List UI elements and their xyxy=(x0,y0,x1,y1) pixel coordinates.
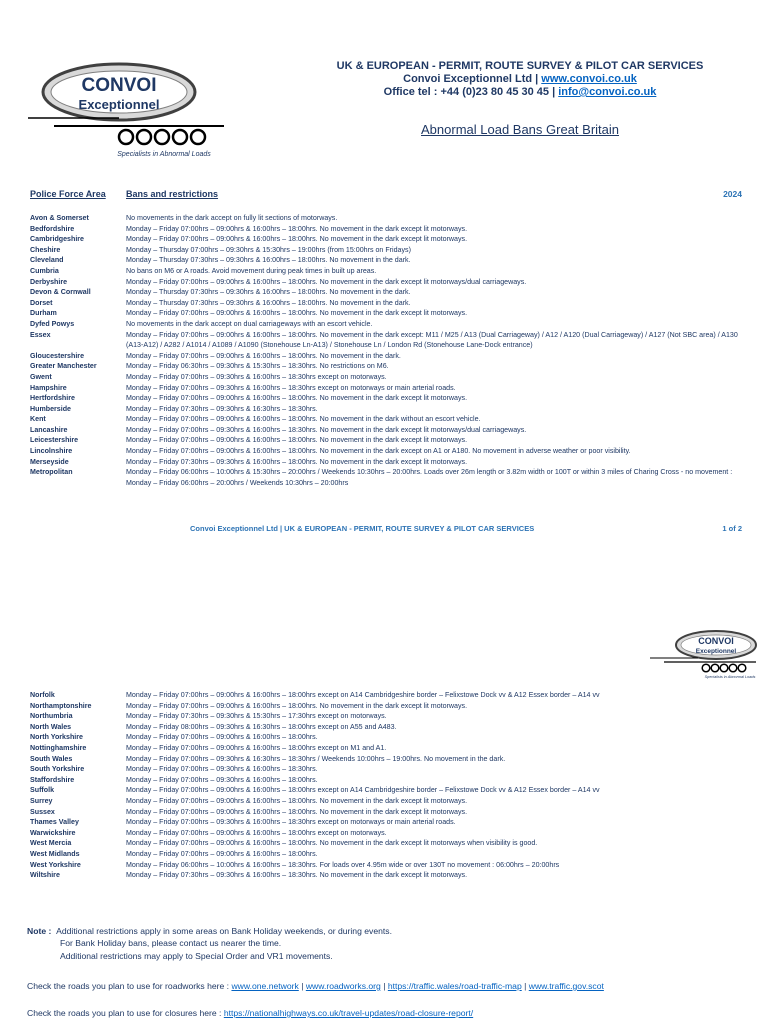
ban-restriction-text: Monday – Friday 07:00hrs – 09:00hrs & 16:00hrs – 18:00hrs. No movement in the dark except lit motorways. xyxy=(126,224,468,233)
table-row xyxy=(30,308,750,319)
police-force-area: Dyfed Powys xyxy=(30,319,75,328)
table-row xyxy=(30,361,750,372)
header-phone: Office tel : +44 (0)23 80 45 30 45 | xyxy=(383,86,559,98)
notes-block xyxy=(27,925,392,962)
police-force-area: Hampshire xyxy=(30,383,67,392)
police-force-area: Cheshire xyxy=(30,245,61,254)
ban-restriction-text: Monday – Thursday 07:30hrs – 09:30hrs & 16:00hrs – 18:00hrs. No movement in the dark. xyxy=(126,256,411,265)
ban-restriction-text: Monday – Thursday 07:30hrs – 09:30hrs & 16:00hrs – 18:00hrs. No movement in the dark. xyxy=(126,298,411,307)
closures-prefix: Check the roads you plan to use for closures here : xyxy=(27,1008,224,1018)
company-logo xyxy=(24,60,234,160)
logo-small-tagline: Specialists in Abnormal Loads xyxy=(704,675,756,679)
police-force-area: Metropolitan xyxy=(30,468,73,477)
police-force-area: North Wales xyxy=(30,722,72,731)
table-row xyxy=(30,446,750,457)
police-force-area: Staffordshire xyxy=(30,775,75,784)
roadworks-sep-1: | xyxy=(298,981,306,991)
police-force-area: Sussex xyxy=(30,807,55,816)
ban-restriction-text: No movements in the dark accept on fully lit sections of motorways. xyxy=(126,214,338,222)
police-force-area: Leicestershire xyxy=(30,436,79,445)
police-force-area: Cleveland xyxy=(30,256,64,265)
table-row xyxy=(30,213,750,224)
ban-restriction-text: Monday – Friday 07:00hrs – 09:00hrs & 16:00hrs – 18:00hrs. No movement in the dark. xyxy=(126,351,401,360)
ban-restriction-text: Monday – Friday 07:00hrs – 09:00hrs & 16:00hrs – 18:00hrs except on A14 Cambridgeshire border – Felixstowe Dock vv & A12 Essex border – A14 vv xyxy=(126,691,600,699)
table-row xyxy=(30,764,750,775)
police-force-area: Lancashire xyxy=(30,425,68,434)
police-force-area: Greater Manchester xyxy=(30,362,97,371)
ban-restriction-text: Monday – Friday 07:00hrs – 09:00hrs & 16:00hrs – 18:00hrs. No movement in the dark except lit motorways. xyxy=(126,701,468,710)
table-row xyxy=(30,838,750,849)
table-row xyxy=(30,404,750,415)
roadworks-sep-2: | xyxy=(380,981,388,991)
table-row xyxy=(30,224,750,235)
table-row xyxy=(30,796,750,807)
ban-restriction-text: Monday – Friday 07:00hrs – 09:30hrs & 16:30hrs – 18:30hrs / Weekends 10:00hrs – 19:00hrs. No movement in the dark. xyxy=(126,754,506,763)
ban-restriction-text: Monday – Friday 07:00hrs – 09:30hrs & 16:00hrs – 18:30hrs. xyxy=(126,765,318,774)
ban-restriction-text: Monday – Friday 07:00hrs – 09:00hrs & 16:00hrs – 18:00hrs. xyxy=(126,849,318,858)
ban-restriction-text: Monday – Thursday 07:00hrs – 09:30hrs & 15:30hrs – 19:00hrs (from 15:00hrs on Fridays) xyxy=(126,245,411,254)
note-label: Note : xyxy=(27,926,52,936)
ban-restriction-text: Monday – Friday 07:00hrs – 09:00hrs & 16:00hrs – 18:00hrs. No movement in the dark except lit motorways. xyxy=(126,807,468,816)
police-force-area: West Yorkshire xyxy=(30,860,81,869)
page-number: 1 of 2 xyxy=(722,524,742,533)
table-row xyxy=(30,330,750,351)
police-force-area: North Yorkshire xyxy=(30,733,83,742)
table-row xyxy=(30,435,750,446)
ban-restriction-text: Monday – Friday 06:00hrs – 10:00hrs & 15:30hrs – 20:00hrs / Weekends 10:30hrs – 20:00hrs. Loads over 26m length or 3.82m width or 100T or within 3 miles of Charing Cross - no movement : Monday – Friday 06:00hrs – 20:00hrs / Weekends 10:30hrs – 20:00hrs xyxy=(126,468,733,487)
table-row xyxy=(30,245,750,256)
table-row xyxy=(30,393,750,404)
roadworks-prefix: Check the roads you plan to use for roadworks here : xyxy=(27,981,232,991)
table-row xyxy=(30,372,750,383)
ban-restriction-text: Monday – Friday 07:00hrs – 09:30hrs & 16:00hrs – 18:30hrs except on motorways or main arterial roads. xyxy=(126,818,456,827)
police-force-area: Kent xyxy=(30,415,46,424)
closures-line xyxy=(27,1008,473,1018)
police-force-area: Norfolk xyxy=(30,691,55,699)
logo-line1: CONVOI xyxy=(81,75,157,96)
bans-table-page2 xyxy=(30,690,750,881)
police-force-area: South Yorkshire xyxy=(30,765,85,774)
ban-restriction-text: Monday – Friday 07:00hrs – 09:00hrs & 16:00hrs – 18:00hrs. No movement in the dark except lit motorways when visibility is good. xyxy=(126,839,538,848)
police-force-area: West Midlands xyxy=(30,849,80,858)
header-contact-line xyxy=(300,86,740,99)
ban-restriction-text: Monday – Friday 07:00hrs – 09:00hrs & 16:00hrs – 18:00hrs. No movement in the dark except lit motorways. xyxy=(126,309,468,318)
ban-restriction-text: Monday – Friday 07:30hrs – 09:30hrs & 16:00hrs – 18:00hrs. No movement in the dark except lit motorways. xyxy=(126,457,468,466)
table-row xyxy=(30,690,750,701)
police-force-area: Gwent xyxy=(30,372,52,381)
ban-restriction-text: Monday – Friday 07:00hrs – 09:30hrs & 16:00hrs – 18:30hrs except on motorways. xyxy=(126,372,387,381)
police-force-area: Suffolk xyxy=(30,786,55,795)
traffic-scot-link[interactable]: www.traffic.gov.scot xyxy=(528,981,604,991)
website-link[interactable]: www.convoi.co.uk xyxy=(541,73,637,85)
police-force-area: Northamptonshire xyxy=(30,701,92,710)
police-force-area: Dorset xyxy=(30,298,53,307)
table-row xyxy=(30,319,750,330)
page-footer: Convoi Exceptionnel Ltd | UK & EUROPEAN - PERMIT, ROUTE SURVEY & PILOT CAR SERVICES xyxy=(190,524,535,533)
police-force-area: Northumbria xyxy=(30,712,73,721)
table-row xyxy=(30,785,750,796)
police-force-area: Devon & Cornwall xyxy=(30,288,91,297)
table-row xyxy=(30,457,750,468)
ban-restriction-text: Monday – Friday 07:00hrs – 09:00hrs & 16:00hrs – 18:00hrs. No movement in the dark except lit motorways. xyxy=(126,436,468,445)
note-line-1 xyxy=(27,925,392,937)
police-force-area: West Mercia xyxy=(30,839,72,848)
ban-restriction-text: Monday – Friday 07:00hrs – 09:00hrs & 16:00hrs – 18:00hrs. No movement in the dark except lit motorways. xyxy=(126,235,468,244)
column-header-bans: Bans and restrictions xyxy=(126,189,219,199)
national-highways-link[interactable]: https://nationalhighways.co.uk/travel-updates/road-closure-report/ xyxy=(223,1008,474,1018)
table-row xyxy=(30,234,750,245)
ban-restriction-text: Monday – Friday 07:00hrs – 09:30hrs & 16:00hrs – 18:30hrs. No movement in the dark except lit motorways/dual carriageways. xyxy=(126,425,527,434)
ban-restriction-text: Monday – Friday 07:00hrs – 09:00hrs & 16:00hrs – 18:00hrs except on motorways. xyxy=(126,828,387,837)
police-force-area: Surrey xyxy=(30,796,53,805)
note-text-2: For Bank Holiday bans, please contact us nearer the time. xyxy=(60,938,282,949)
note-text-1: Additional restrictions apply in some areas on Bank Holiday weekends, or during events. xyxy=(56,926,392,936)
table-row xyxy=(30,287,750,298)
roadworks-line xyxy=(27,981,604,991)
police-force-area: Humberside xyxy=(30,404,71,413)
ban-restriction-text: Monday – Friday 07:00hrs – 09:00hrs & 16:00hrs – 18:00hrs. No movement in the dark except lit motorways. xyxy=(126,796,468,805)
column-header-area: Police Force Area xyxy=(30,189,106,199)
ban-restriction-text: Monday – Friday 07:00hrs – 09:00hrs & 16:00hrs – 18:00hrs. No movement in the dark except lit motorways. xyxy=(126,394,468,403)
table-row xyxy=(30,298,750,309)
ban-restriction-text: No movements in the dark accept on dual carriageways with an escort vehicle. xyxy=(126,319,373,328)
police-force-area: Wiltshire xyxy=(30,871,60,880)
ban-restriction-text: Monday – Friday 07:00hrs – 09:00hrs & 16:00hrs – 18:00hrs. No movement in the dark except: M11 / M25 / A13 (Dual Carriageway) / A12 / A120 (Dual Carriageway) / A127 (Not SBC area) / A130 (A13-A12) / A282 / A1014 / A1089 / A1090 (Stonehouse Ln-A13) / Stonehouse Ln / London Rd (Stonehouse Lane-Dock entrance) xyxy=(126,330,738,350)
ban-restriction-text: Monday – Friday 07:00hrs – 09:00hrs & 16:00hrs – 18:00hrs except on M1 and A1. xyxy=(126,743,387,752)
police-force-area: Avon & Somerset xyxy=(30,214,89,222)
ban-restriction-text: Monday – Friday 07:00hrs – 09:00hrs & 16:00hrs – 18:00hrs. No movement in the dark without an escort vehicle. xyxy=(126,415,481,424)
table-row xyxy=(30,722,750,733)
logo-small-line2: Exceptionnel xyxy=(695,648,737,655)
ban-restriction-text: Monday – Friday 07:30hrs – 09:30hrs & 16:30hrs – 18:30hrs. xyxy=(126,404,318,413)
table-row xyxy=(30,351,750,362)
header-block xyxy=(300,60,740,99)
ban-restriction-text: Monday – Friday 07:00hrs – 09:00hrs & 16:00hrs – 18:00hrs. xyxy=(126,733,318,742)
ban-restriction-text: Monday – Friday 08:00hrs – 09:30hrs & 16:30hrs – 18:00hrs except on A55 and A483. xyxy=(126,722,397,731)
police-force-area: Hertfordshire xyxy=(30,394,75,403)
table-row xyxy=(30,732,750,743)
police-force-area: Thames Valley xyxy=(30,818,79,827)
ban-restriction-text: No bans on M6 or A roads. Avoid movement during peak times in built up areas. xyxy=(126,266,377,275)
table-row xyxy=(30,414,750,425)
table-row xyxy=(30,425,750,436)
ban-restriction-text: Monday – Friday 07:00hrs – 09:00hrs & 16:00hrs – 18:00hrs. No movement in the dark except lit motorways/dual carriageways. xyxy=(126,277,527,286)
table-row xyxy=(30,701,750,712)
company-logo-small xyxy=(648,629,758,681)
table-row xyxy=(30,743,750,754)
table-row xyxy=(30,255,750,266)
year-label: 2024 xyxy=(723,189,742,199)
header-services: UK & EUROPEAN - PERMIT, ROUTE SURVEY & PILOT CAR SERVICES xyxy=(336,60,704,72)
logo-small-line1: CONVOI xyxy=(698,636,734,646)
ban-restriction-text: Monday – Friday 07:30hrs – 09:30hrs & 16:00hrs – 18:30hrs. No movement in the dark except lit motorways. xyxy=(126,871,468,880)
police-force-area: Essex xyxy=(30,330,51,339)
police-force-area: Cumbria xyxy=(30,266,59,275)
ban-restriction-text: Monday – Friday 06:30hrs – 09:30hrs & 15:30hrs – 18:30hrs. No restrictions on M6. xyxy=(126,362,389,371)
table-row xyxy=(30,266,750,277)
police-force-area: Gloucestershire xyxy=(30,351,85,360)
note-text-3: Additional restrictions may apply to Special Order and VR1 movements. xyxy=(60,950,333,961)
ban-restriction-text: Monday – Friday 06:00hrs – 10:00hrs & 16:00hrs – 18:30hrs. For loads over 4.95m wide or over 130T no movement : 06:00hrs – 20:00hrs xyxy=(126,860,560,869)
table-row xyxy=(30,870,750,881)
police-force-area: Bedfordshire xyxy=(30,224,75,233)
table-row xyxy=(30,711,750,722)
roadworks-org-link[interactable]: www.roadworks.org xyxy=(305,981,381,991)
bans-table-page1 xyxy=(30,213,750,488)
police-force-area: Lincolnshire xyxy=(30,447,73,456)
table-row xyxy=(30,849,750,860)
roadworks-sep-3: | xyxy=(521,981,529,991)
table-row xyxy=(30,467,750,488)
police-force-area: Cambridgeshire xyxy=(30,235,85,244)
police-force-area: Durham xyxy=(30,309,57,318)
table-row xyxy=(30,754,750,765)
table-row xyxy=(30,807,750,818)
table-row xyxy=(30,860,750,871)
logo-tagline: Specialists in Abnormal Loads xyxy=(117,151,211,158)
ban-restriction-text: Monday – Friday 07:00hrs – 09:00hrs & 16:00hrs – 18:00hrs. No movement in the dark except on A1 or A180. No movement in adverse weather or poor visibility. xyxy=(126,447,631,456)
table-row xyxy=(30,828,750,839)
police-force-area: Warwickshire xyxy=(30,828,76,837)
email-link[interactable]: info@convoi.co.uk xyxy=(558,86,657,98)
police-force-area: South Wales xyxy=(30,754,73,763)
ban-restriction-text: Monday – Friday 07:30hrs – 09:30hrs & 15:30hrs – 17:30hrs except on motorways. xyxy=(126,712,387,721)
ban-restriction-text: Monday – Friday 07:00hrs – 09:00hrs & 16:00hrs – 18:00hrs except on A14 Cambridgeshire border – Felixstowe Dock vv & A12 Essex border – A14 vv xyxy=(126,786,600,795)
table-row xyxy=(30,775,750,786)
header-company: Convoi Exceptionnel Ltd | xyxy=(403,73,542,85)
table-row xyxy=(30,383,750,394)
police-force-area: Nottinghamshire xyxy=(30,743,87,752)
header-company-line xyxy=(300,73,740,86)
table-row xyxy=(30,817,750,828)
logo-line2: Exceptionnel xyxy=(78,97,160,112)
page-title: Abnormal Load Bans Great Britain xyxy=(421,122,619,137)
ban-restriction-text: Monday – Friday 07:00hrs – 09:30hrs & 16:00hrs – 18:30hrs except on motorways or main arterial roads. xyxy=(126,383,456,392)
police-force-area: Derbyshire xyxy=(30,277,68,286)
table-row xyxy=(30,277,750,288)
police-force-area: Merseyside xyxy=(30,457,69,466)
traffic-wales-link[interactable]: https://traffic.wales/road-traffic-map xyxy=(387,981,522,991)
ban-restriction-text: Monday – Thursday 07:30hrs – 09:30hrs & 16:00hrs – 18:00hrs. No movement in the dark. xyxy=(126,288,411,297)
ban-restriction-text: Monday – Friday 07:00hrs – 09:30hrs & 16:00hrs – 18:00hrs. xyxy=(126,775,318,784)
one-network-link[interactable]: www.one.network xyxy=(231,981,299,991)
